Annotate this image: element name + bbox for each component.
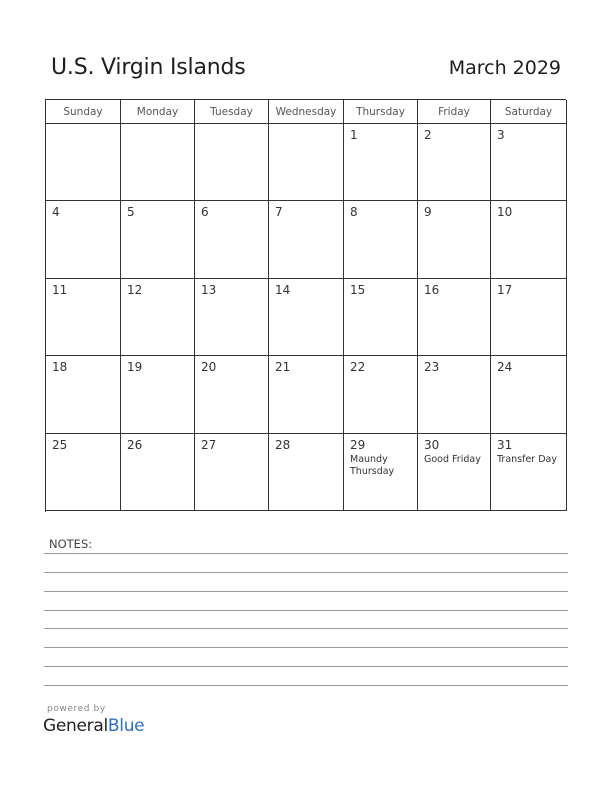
day-cell-23 [418,356,491,434]
day-cell-22 [344,356,418,434]
notes-line [44,610,568,611]
day-number: 17 [497,283,513,297]
day-cell-12 [121,279,195,356]
day-cell-29 [344,434,418,511]
day-number: 13 [201,283,217,297]
day-number: 4 [52,205,60,219]
calendar-country-title: U.S. Virgin Islands [51,55,246,80]
notes-line [44,666,568,667]
day-cell-25 [46,434,121,511]
day-cell-empty [269,124,344,201]
day-number: 29 [350,438,366,452]
day-number: 9 [424,205,432,219]
weekday-header-friday: Friday [418,100,491,124]
day-number: 30 [424,438,440,452]
day-cell-13 [195,279,269,356]
day-number: 19 [127,360,143,374]
day-cell-9 [418,201,491,279]
day-cell-empty [121,124,195,201]
day-number: 24 [497,360,513,374]
day-cell-7 [269,201,344,279]
day-cell-27 [195,434,269,511]
weekday-header-thursday: Thursday [344,100,418,124]
day-number: 21 [275,360,291,374]
day-number: 5 [127,205,135,219]
day-cell-15 [344,279,418,356]
day-number: 28 [275,438,291,452]
holiday-label: Transfer Day [497,454,557,465]
day-cell-14 [269,279,344,356]
calendar-month-title: March 2029 [448,57,561,79]
day-cell-21 [269,356,344,434]
generalblue-logo[interactable] [43,716,144,736]
holiday-label: Maundy Thursday [350,454,395,477]
weekday-header-saturday: Saturday [491,100,567,124]
day-number: 2 [424,128,432,142]
day-cell-6 [195,201,269,279]
day-number: 25 [52,438,68,452]
day-cell-2 [418,124,491,201]
day-number: 1 [350,128,358,142]
notes-line [44,553,568,554]
day-cell-24 [491,356,567,434]
day-number: 22 [350,360,366,374]
day-number: 27 [201,438,217,452]
day-number: 11 [52,283,68,297]
weekday-header-tuesday: Tuesday [195,100,269,124]
day-number: 16 [424,283,440,297]
day-number: 12 [127,283,143,297]
day-cell-1 [344,124,418,201]
day-cell-19 [121,356,195,434]
day-cell-17 [491,279,567,356]
day-number: 15 [350,283,366,297]
notes-line [44,591,568,592]
day-number: 10 [497,205,513,219]
weekday-header-wednesday: Wednesday [269,100,344,124]
brand-blue-text: Blue [107,716,145,736]
day-cell-5 [121,201,195,279]
day-cell-20 [195,356,269,434]
day-cell-empty [195,124,269,201]
day-number: 20 [201,360,217,374]
day-cell-26 [121,434,195,511]
day-number: 7 [275,205,283,219]
day-cell-4 [46,201,121,279]
day-cell-16 [418,279,491,356]
day-cell-30 [418,434,491,511]
notes-line [44,647,568,648]
notes-line [44,628,568,629]
notes-line [44,685,568,686]
notes-line [44,572,568,573]
month-calendar-grid [45,99,566,512]
holiday-label: Good Friday [424,454,481,465]
day-cell-28 [269,434,344,511]
notes-label: NOTES: [49,537,93,551]
day-cell-8 [344,201,418,279]
day-cell-3 [491,124,567,201]
day-number: 6 [201,205,209,219]
weekday-header-sunday: Sunday [46,100,121,124]
weekday-header-monday: Monday [121,100,195,124]
day-cell-11 [46,279,121,356]
day-cell-31 [491,434,567,511]
day-number: 14 [275,283,291,297]
day-number: 31 [497,438,513,452]
day-number: 23 [424,360,440,374]
day-number: 8 [350,205,358,219]
day-cell-empty [46,124,121,201]
brand-general-text: General [43,716,108,736]
day-cell-18 [46,356,121,434]
day-number: 3 [497,128,505,142]
day-number: 18 [52,360,68,374]
day-cell-10 [491,201,567,279]
powered-by-text: powered by [47,704,106,714]
day-number: 26 [127,438,143,452]
